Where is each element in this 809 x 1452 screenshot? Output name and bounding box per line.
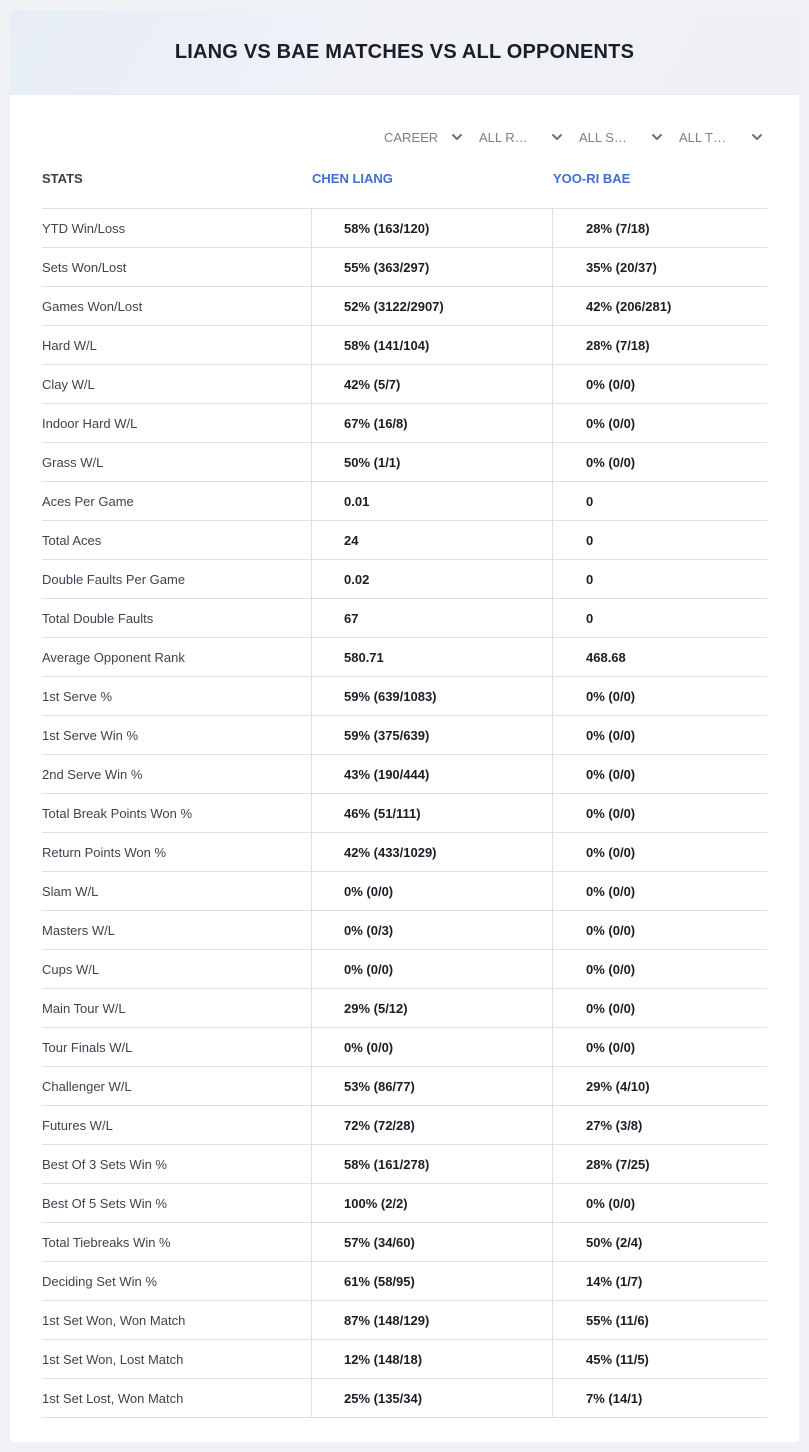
stat-label: Double Faults Per Game bbox=[42, 571, 186, 587]
stats-card bbox=[10, 10, 799, 1442]
player2-stat-value: 29% (4/10) bbox=[552, 1067, 767, 1105]
player2-column-header[interactable]: YOO-RI BAE bbox=[553, 171, 631, 186]
player2-stat-value: 0% (0/0) bbox=[552, 755, 767, 793]
filter-label: ALL S… bbox=[579, 129, 627, 145]
stats-table bbox=[42, 208, 767, 1418]
filter-label: CAREER bbox=[384, 129, 439, 145]
player2-stat-value: 0 bbox=[552, 560, 767, 598]
stat-label: Games Won/Lost bbox=[42, 298, 143, 314]
player1-stat-value: 0% (0/3) bbox=[311, 911, 552, 949]
table-row bbox=[42, 1301, 767, 1340]
player1-stat-value: 42% (5/7) bbox=[311, 365, 552, 403]
table-row bbox=[42, 521, 767, 560]
table-row bbox=[42, 1184, 767, 1223]
table-row bbox=[42, 794, 767, 833]
player1-stat-value: 0.01 bbox=[311, 482, 552, 520]
stat-label: 1st Set Won, Won Match bbox=[42, 1312, 186, 1328]
stat-label: Total Tiebreaks Win % bbox=[42, 1234, 171, 1250]
stat-label: Tour Finals W/L bbox=[42, 1039, 133, 1055]
table-row bbox=[42, 833, 767, 872]
stat-label: Average Opponent Rank bbox=[42, 649, 185, 665]
player2-stat-value: 0% (0/0) bbox=[552, 950, 767, 988]
player1-stat-value: 59% (375/639) bbox=[311, 716, 552, 754]
stat-label: 2nd Serve Win % bbox=[42, 766, 143, 782]
table-row bbox=[42, 1379, 767, 1418]
player1-stat-value: 58% (163/120) bbox=[311, 209, 552, 247]
player2-stat-value: 0% (0/0) bbox=[552, 911, 767, 949]
stat-label: Grass W/L bbox=[42, 454, 104, 470]
player1-stat-value: 42% (433/1029) bbox=[311, 833, 552, 871]
player1-stat-value: 12% (148/18) bbox=[311, 1340, 552, 1378]
stat-label: Futures W/L bbox=[42, 1117, 113, 1133]
player1-stat-value: 0% (0/0) bbox=[311, 950, 552, 988]
player2-stat-value: 0% (0/0) bbox=[552, 716, 767, 754]
player2-stat-value: 42% (206/281) bbox=[552, 287, 767, 325]
player1-stat-value: 58% (161/278) bbox=[311, 1145, 552, 1183]
stat-label: 1st Set Lost, Won Match bbox=[42, 1390, 184, 1406]
player2-stat-value: 7% (14/1) bbox=[552, 1379, 767, 1417]
filter-label: ALL T… bbox=[679, 129, 726, 145]
table-row bbox=[42, 365, 767, 404]
player1-stat-value: 25% (135/34) bbox=[311, 1379, 552, 1417]
player2-stat-value: 50% (2/4) bbox=[552, 1223, 767, 1261]
player2-stat-value: 27% (3/8) bbox=[552, 1106, 767, 1144]
player2-stat-value: 28% (7/25) bbox=[552, 1145, 767, 1183]
player1-stat-value: 52% (3122/2907) bbox=[311, 287, 552, 325]
player1-stat-value: 67 bbox=[311, 599, 552, 637]
stat-label: Slam W/L bbox=[42, 883, 99, 899]
player2-stat-value: 0% (0/0) bbox=[552, 1028, 767, 1066]
stat-label: Deciding Set Win % bbox=[42, 1273, 157, 1289]
chevron-down-icon bbox=[750, 130, 764, 144]
player1-stat-value: 46% (51/111) bbox=[311, 794, 552, 832]
filter-bar bbox=[10, 127, 799, 147]
table-row bbox=[42, 911, 767, 950]
table-row bbox=[42, 716, 767, 755]
stat-label: Indoor Hard W/L bbox=[42, 415, 138, 431]
player1-stat-value: 58% (141/104) bbox=[311, 326, 552, 364]
stat-label: 1st Serve % bbox=[42, 688, 113, 704]
player1-stat-value: 0.02 bbox=[311, 560, 552, 598]
player1-stat-value: 67% (16/8) bbox=[311, 404, 552, 442]
table-row bbox=[42, 1106, 767, 1145]
table-row bbox=[42, 560, 767, 599]
table-row bbox=[42, 638, 767, 677]
stat-label: Best Of 3 Sets Win % bbox=[42, 1156, 167, 1172]
stats-column-header: STATS bbox=[42, 171, 83, 186]
stat-label: Best Of 5 Sets Win % bbox=[42, 1195, 167, 1211]
player2-stat-value: 14% (1/7) bbox=[552, 1262, 767, 1300]
player1-stat-value: 0% (0/0) bbox=[311, 872, 552, 910]
player1-stat-value: 61% (58/95) bbox=[311, 1262, 552, 1300]
stat-label: Main Tour W/L bbox=[42, 1000, 126, 1016]
player2-stat-value: 0 bbox=[552, 521, 767, 559]
filter-period-select[interactable] bbox=[384, 127, 464, 147]
player2-stat-value: 0% (0/0) bbox=[552, 443, 767, 481]
player1-stat-value: 43% (190/444) bbox=[311, 755, 552, 793]
chevron-down-icon bbox=[650, 130, 664, 144]
table-row bbox=[42, 599, 767, 638]
table-row bbox=[42, 1145, 767, 1184]
player1-stat-value: 0% (0/0) bbox=[311, 1028, 552, 1066]
table-row bbox=[42, 287, 767, 326]
table-row bbox=[42, 1223, 767, 1262]
stat-label: 1st Serve Win % bbox=[42, 727, 139, 743]
card-header bbox=[10, 10, 799, 95]
player2-stat-value: 468.68 bbox=[552, 638, 767, 676]
player2-stat-value: 0% (0/0) bbox=[552, 404, 767, 442]
table-row bbox=[42, 326, 767, 365]
filter-surface-select[interactable] bbox=[579, 127, 664, 147]
table-row bbox=[42, 1262, 767, 1301]
table-row bbox=[42, 872, 767, 911]
player2-stat-value: 0% (0/0) bbox=[552, 365, 767, 403]
player1-stat-value: 59% (639/1083) bbox=[311, 677, 552, 715]
table-row bbox=[42, 1028, 767, 1067]
filter-tournament-select[interactable] bbox=[679, 127, 764, 147]
player2-stat-value: 0% (0/0) bbox=[552, 794, 767, 832]
stat-label: Hard W/L bbox=[42, 337, 97, 353]
player2-stat-value: 55% (11/6) bbox=[552, 1301, 767, 1339]
stat-label: 1st Set Won, Lost Match bbox=[42, 1351, 184, 1367]
stat-label: Total Double Faults bbox=[42, 610, 154, 626]
player1-stat-value: 72% (72/28) bbox=[311, 1106, 552, 1144]
page-title: LIANG VS BAE MATCHES VS ALL OPPONENTS bbox=[174, 40, 635, 63]
stat-label: Return Points Won % bbox=[42, 844, 167, 860]
player1-stat-value: 55% (363/297) bbox=[311, 248, 552, 286]
player1-stat-value: 53% (86/77) bbox=[311, 1067, 552, 1105]
table-row bbox=[42, 989, 767, 1028]
player2-stat-value: 28% (7/18) bbox=[552, 326, 767, 364]
table-row bbox=[42, 677, 767, 716]
player1-stat-value: 580.71 bbox=[311, 638, 552, 676]
player2-stat-value: 28% (7/18) bbox=[552, 209, 767, 247]
filter-label: ALL R… bbox=[479, 129, 528, 145]
stat-label: Clay W/L bbox=[42, 376, 95, 392]
stat-label: Total Break Points Won % bbox=[42, 805, 193, 821]
player2-stat-value: 35% (20/37) bbox=[552, 248, 767, 286]
player1-column-header[interactable]: CHEN LIANG bbox=[312, 171, 393, 186]
stat-label: YTD Win/Loss bbox=[42, 220, 126, 236]
table-row bbox=[42, 404, 767, 443]
filter-round-select[interactable] bbox=[479, 127, 564, 147]
table-row bbox=[42, 950, 767, 989]
player1-stat-value: 24 bbox=[311, 521, 552, 559]
table-row bbox=[42, 1340, 767, 1379]
table-row bbox=[42, 755, 767, 794]
player1-stat-value: 29% (5/12) bbox=[311, 989, 552, 1027]
player1-stat-value: 50% (1/1) bbox=[311, 443, 552, 481]
player2-stat-value: 0 bbox=[552, 599, 767, 637]
stat-label: Total Aces bbox=[42, 532, 102, 548]
table-row bbox=[42, 1067, 767, 1106]
player1-stat-value: 100% (2/2) bbox=[311, 1184, 552, 1222]
chevron-down-icon bbox=[450, 130, 464, 144]
table-row bbox=[42, 443, 767, 482]
player2-stat-value: 0% (0/0) bbox=[552, 677, 767, 715]
player1-stat-value: 87% (148/129) bbox=[311, 1301, 552, 1339]
player2-stat-value: 0% (0/0) bbox=[552, 833, 767, 871]
player2-stat-value: 0 bbox=[552, 482, 767, 520]
table-row bbox=[42, 482, 767, 521]
chevron-down-icon bbox=[550, 130, 564, 144]
player2-stat-value: 0% (0/0) bbox=[552, 872, 767, 910]
player2-stat-value: 0% (0/0) bbox=[552, 989, 767, 1027]
stat-label: Aces Per Game bbox=[42, 493, 134, 509]
table-row bbox=[42, 248, 767, 287]
stat-label: Cups W/L bbox=[42, 961, 100, 977]
stat-label: Masters W/L bbox=[42, 922, 115, 938]
table-row bbox=[42, 209, 767, 248]
stat-label: Sets Won/Lost bbox=[42, 259, 127, 275]
stat-label: Challenger W/L bbox=[42, 1078, 132, 1094]
player2-stat-value: 45% (11/5) bbox=[552, 1340, 767, 1378]
player1-stat-value: 57% (34/60) bbox=[311, 1223, 552, 1261]
player2-stat-value: 0% (0/0) bbox=[552, 1184, 767, 1222]
